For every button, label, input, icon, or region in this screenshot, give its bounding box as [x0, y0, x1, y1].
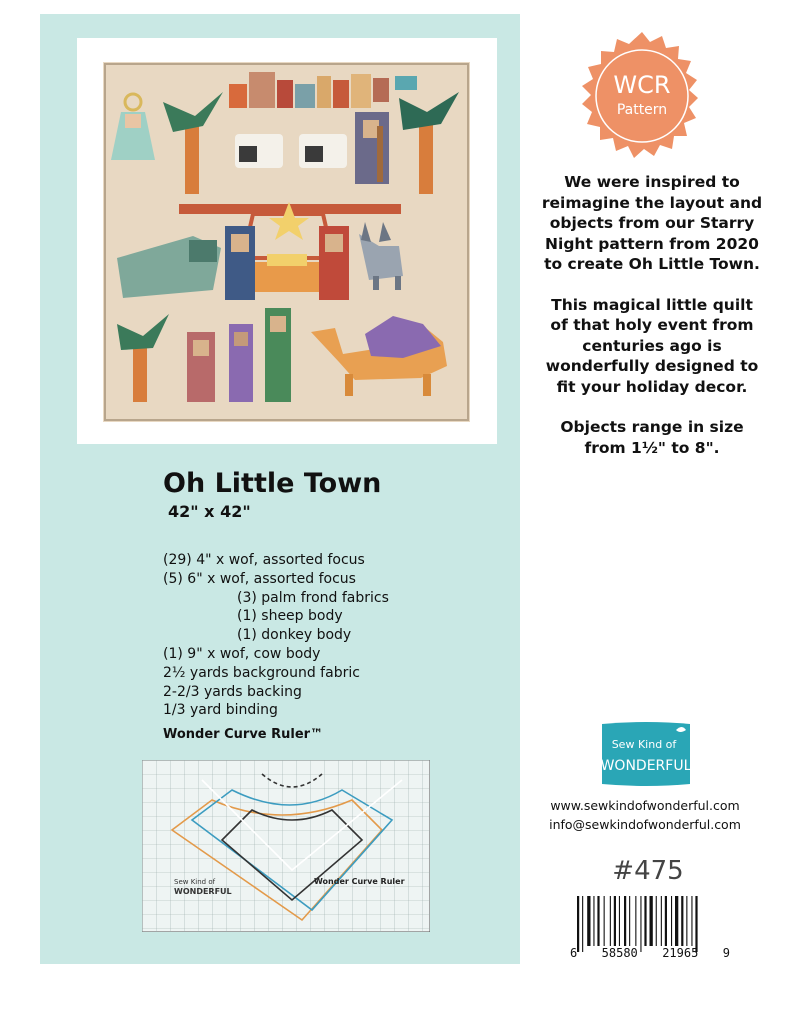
logo-line1: Sew Kind of [611, 738, 677, 751]
barcode-bar [665, 896, 667, 946]
materials-item: 1/3 yard binding [163, 702, 278, 719]
barcode-bar [582, 896, 583, 952]
barcode-group2: 21965 [662, 946, 699, 960]
barcode-bar [624, 896, 626, 946]
barcode-bar [629, 896, 630, 946]
wcr-pattern-seal [576, 30, 708, 162]
materials-item: (1) 9" x wof, cow body [163, 645, 321, 662]
ruler-label: Wonder Curve Ruler™ [163, 727, 324, 742]
barcode-bar [614, 896, 616, 946]
barcode-bar [635, 896, 636, 946]
barcode-bar [593, 896, 594, 946]
materials-item: 2½ yards background fabric [163, 664, 360, 681]
materials-item: (3) palm frond fabrics [237, 589, 389, 606]
materials-item: (1) sheep body [237, 608, 343, 625]
description-paragraph: We were inspired to reimagine the layout and objects from our Starry Night pattern from 2020 to create Oh Little Town. [541, 173, 763, 273]
ruler-brand-line2: WONDERFUL [174, 887, 232, 896]
contact-info [540, 796, 750, 834]
sew-kind-of-wonderful-logo [598, 720, 694, 788]
barcode-bar [640, 896, 641, 952]
seal-label: Pattern [616, 102, 668, 118]
barcode-bar [671, 896, 672, 946]
barcode-bar [610, 896, 611, 946]
barcode-bar [691, 896, 692, 946]
barcode-digits [570, 946, 730, 960]
wonder-curve-ruler-image [142, 760, 430, 932]
email-link[interactable]: info@sewkindofwonderful.com [549, 817, 741, 832]
description-paragraph: Objects range in size from 1½" to 8". [560, 418, 744, 457]
logo-line2: WONDERFUL [600, 758, 692, 774]
ruler-name: Wonder Curve Ruler [314, 877, 405, 886]
materials-item: (1) donkey body [237, 627, 352, 644]
materials-item: (5) 6" x wof, assorted focus [163, 570, 356, 587]
materials-list [163, 551, 389, 720]
barcode-bar [656, 896, 657, 946]
materials-item: (29) 4" x wof, assorted focus [163, 552, 365, 568]
pattern-number: #475 [612, 856, 684, 886]
barcode-bar [577, 896, 579, 952]
seal-brand: WCR [613, 71, 671, 99]
barcode-bar [681, 896, 683, 946]
barcode-bar [686, 896, 687, 946]
barcode-lead-digit: 6 [570, 946, 578, 960]
barcode-bar [695, 896, 697, 952]
barcode-check-digit: 9 [722, 946, 730, 960]
barcode-bar [597, 896, 599, 946]
finished-size: 42" x 42" [168, 502, 251, 521]
barcode-bar [650, 896, 653, 946]
pattern-title: Oh Little Town [163, 468, 382, 499]
shepherd-graphic [355, 112, 389, 184]
barcode-bar [619, 896, 620, 946]
description-paragraph: This magical little quilt of that holy event from centuries ago is wonderfully designed to fit your holiday decor. [545, 295, 759, 396]
barcode-group1: 58580 [601, 946, 638, 960]
barcode-bar [675, 896, 678, 946]
ruler-brand-line1: Sew Kind of [174, 878, 216, 886]
website-link[interactable]: www.sewkindofwonderful.com [550, 798, 740, 813]
pattern-description [540, 172, 764, 478]
barcode-bar [644, 896, 646, 946]
materials-item: 2-2/3 yards backing [163, 683, 302, 700]
barcode-bar [587, 896, 590, 946]
barcode-bar [661, 896, 662, 946]
quilt-photo [103, 62, 470, 422]
barcode-bar [604, 896, 605, 946]
